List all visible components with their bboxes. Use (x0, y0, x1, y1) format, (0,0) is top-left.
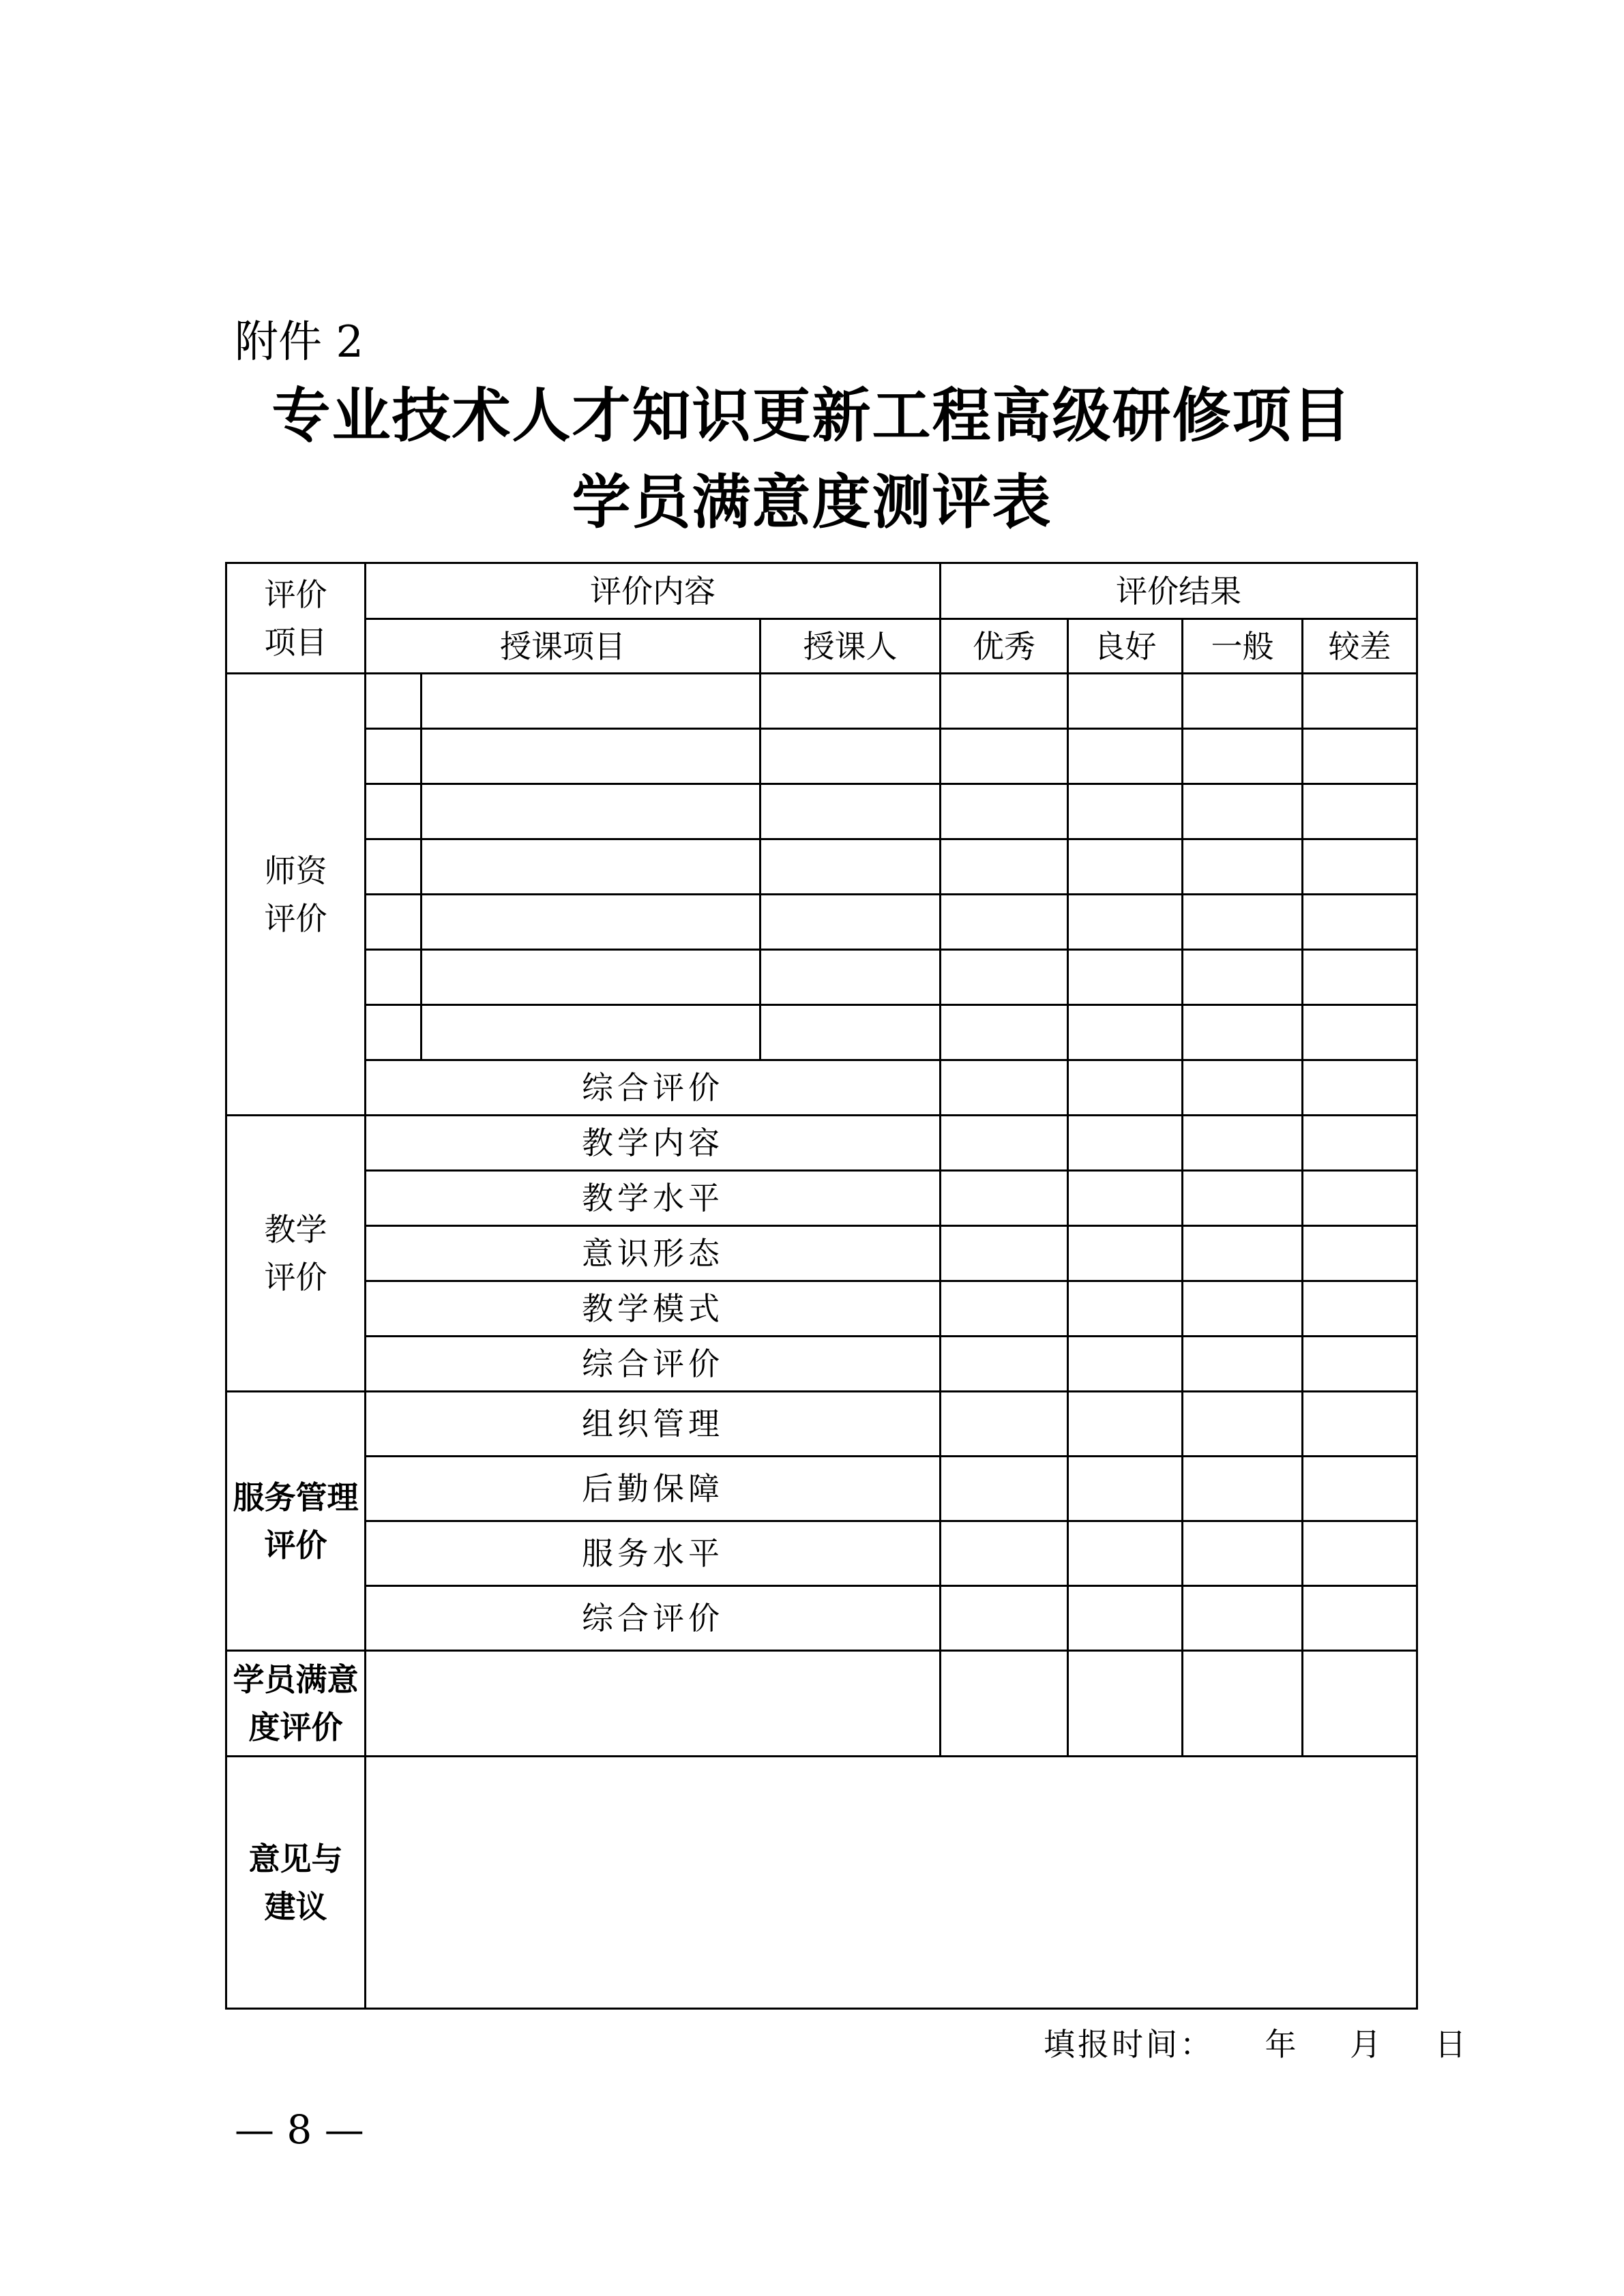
teaching-section-label-line1: 教学 (264, 1211, 327, 1248)
teacher-row-average-cell[interactable] (1183, 784, 1303, 839)
teacher-row-average-cell[interactable] (1183, 674, 1303, 729)
grade-average-cell[interactable] (1183, 1171, 1303, 1226)
grade-poor-cell[interactable] (1303, 1226, 1417, 1281)
service-item-logistics: 后勤保障 (366, 1457, 941, 1521)
teacher-row-good-cell[interactable] (1068, 895, 1183, 950)
grade-good-cell[interactable] (1068, 1171, 1183, 1226)
teacher-row-poor-cell[interactable] (1303, 674, 1417, 729)
teacher-row-index-cell[interactable] (366, 950, 422, 1005)
satisfaction-section-label-line1: 学员满意 (233, 1661, 359, 1698)
grade-poor-cell[interactable] (1303, 1281, 1417, 1337)
teacher-row-poor-cell[interactable] (1303, 895, 1417, 950)
header-evaluation-item-line1: 评价 (264, 576, 327, 613)
grade-excellent-cell[interactable] (941, 1651, 1068, 1757)
grade-poor-cell[interactable] (1303, 1457, 1417, 1521)
grade-excellent-cell[interactable] (941, 1281, 1068, 1337)
teacher-row-poor-cell[interactable] (1303, 950, 1417, 1005)
suggestion-section-label (226, 1757, 366, 2009)
service-section-label-line1: 服务管理 (233, 1478, 359, 1516)
grade-excellent-cell[interactable] (941, 1586, 1068, 1651)
header-grade-good: 良好 (1068, 619, 1183, 674)
teacher-row-excellent-cell[interactable] (941, 895, 1068, 950)
header-evaluation-result: 评价结果 (941, 563, 1417, 619)
grade-excellent-cell[interactable] (941, 1171, 1068, 1226)
teacher-row-lecturer-cell[interactable] (761, 674, 941, 729)
grade-poor-cell[interactable] (1303, 1651, 1417, 1757)
grade-average-cell[interactable] (1183, 1457, 1303, 1521)
grade-average-cell[interactable] (1183, 1116, 1303, 1171)
teacher-row-good-cell[interactable] (1068, 784, 1183, 839)
teacher-row-excellent-cell[interactable] (941, 950, 1068, 1005)
teacher-summary-excellent-cell[interactable] (941, 1060, 1068, 1116)
teacher-row-good-cell[interactable] (1068, 674, 1183, 729)
page-number: — 8 — (235, 2106, 364, 2153)
teaching-item-content: 教学内容 (366, 1116, 941, 1171)
grade-poor-cell[interactable] (1303, 1392, 1417, 1457)
grade-good-cell[interactable] (1068, 1337, 1183, 1392)
teaching-section-label (226, 1116, 366, 1392)
suggestion-input-cell[interactable] (366, 1757, 1417, 2009)
teacher-row-lecturer-cell[interactable] (761, 839, 941, 895)
satisfaction-section-label-line2: 度评价 (248, 1709, 343, 1746)
teaching-item-mode: 教学模式 (366, 1281, 941, 1337)
satisfaction-section-label (226, 1651, 366, 1757)
teacher-row-course-cell[interactable] (422, 950, 761, 1005)
teacher-row-average-cell[interactable] (1183, 895, 1303, 950)
grade-average-cell[interactable] (1183, 1651, 1303, 1757)
teaching-summary-label: 综合评价 (366, 1337, 941, 1392)
teacher-row-good-cell[interactable] (1068, 729, 1183, 784)
teacher-row-good-cell[interactable] (1068, 950, 1183, 1005)
teacher-row-average-cell[interactable] (1183, 839, 1303, 895)
teacher-row-poor-cell[interactable] (1303, 839, 1417, 895)
service-item-organization: 组织管理 (366, 1392, 941, 1457)
grade-good-cell[interactable] (1068, 1281, 1183, 1337)
service-summary-label: 综合评价 (366, 1586, 941, 1651)
grade-excellent-cell[interactable] (941, 1337, 1068, 1392)
teacher-row-average-cell[interactable] (1183, 950, 1303, 1005)
teacher-section-label-line2: 评价 (264, 899, 327, 937)
suggestion-section-label-line2: 建议 (264, 1888, 327, 1925)
teacher-row-average-cell[interactable] (1183, 1005, 1303, 1060)
document-title-line2: 学员满意度测评表 (572, 468, 1052, 537)
grade-excellent-cell[interactable] (941, 1226, 1068, 1281)
teacher-row-course-cell[interactable] (422, 674, 761, 729)
header-grade-average: 一般 (1183, 619, 1303, 674)
service-section-label-line2: 评价 (264, 1526, 327, 1564)
grade-poor-cell[interactable] (1303, 1586, 1417, 1651)
fill-date: 填报时间： 年 月 日 (1044, 2026, 1469, 2063)
teacher-summary-average-cell[interactable] (1183, 1060, 1303, 1116)
teacher-row-index-cell[interactable] (366, 729, 422, 784)
grade-good-cell[interactable] (1068, 1116, 1183, 1171)
grade-good-cell[interactable] (1068, 1651, 1183, 1757)
teacher-row-lecturer-cell[interactable] (761, 950, 941, 1005)
grade-average-cell[interactable] (1183, 1586, 1303, 1651)
service-item-level: 服务水平 (366, 1521, 941, 1586)
grade-good-cell[interactable] (1068, 1226, 1183, 1281)
header-grade-excellent: 优秀 (941, 619, 1068, 674)
grade-excellent-cell[interactable] (941, 1116, 1068, 1171)
satisfaction-content-cell[interactable] (366, 1651, 941, 1757)
teacher-summary-good-cell[interactable] (1068, 1060, 1183, 1116)
grade-poor-cell[interactable] (1303, 1171, 1417, 1226)
header-evaluation-item (226, 563, 366, 674)
grade-poor-cell[interactable] (1303, 1116, 1417, 1171)
grade-average-cell[interactable] (1183, 1337, 1303, 1392)
teacher-row-lecturer-cell[interactable] (761, 895, 941, 950)
teacher-row-excellent-cell[interactable] (941, 784, 1068, 839)
grade-good-cell[interactable] (1068, 1521, 1183, 1586)
grade-average-cell[interactable] (1183, 1226, 1303, 1281)
teacher-row-lecturer-cell[interactable] (761, 729, 941, 784)
teacher-row-poor-cell[interactable] (1303, 784, 1417, 839)
teacher-row-excellent-cell[interactable] (941, 674, 1068, 729)
grade-excellent-cell[interactable] (941, 1392, 1068, 1457)
header-lecturer: 授课人 (761, 619, 941, 674)
teacher-row-index-cell[interactable] (366, 1005, 422, 1060)
grade-excellent-cell[interactable] (941, 1521, 1068, 1586)
grade-good-cell[interactable] (1068, 1586, 1183, 1651)
teacher-row-average-cell[interactable] (1183, 729, 1303, 784)
suggestion-section-label-line1: 意见与 (248, 1840, 343, 1877)
teacher-summary-label: 综合评价 (366, 1060, 941, 1116)
teacher-row-course-cell[interactable] (422, 784, 761, 839)
grade-average-cell[interactable] (1183, 1521, 1303, 1586)
teaching-section-label-line2: 评价 (264, 1259, 327, 1296)
teacher-row-lecturer-cell[interactable] (761, 784, 941, 839)
teacher-row-course-cell[interactable] (422, 729, 761, 784)
header-grade-poor: 较差 (1303, 619, 1417, 674)
header-course-item: 授课项目 (366, 619, 761, 674)
grade-average-cell[interactable] (1183, 1392, 1303, 1457)
grade-poor-cell[interactable] (1303, 1521, 1417, 1586)
grade-good-cell[interactable] (1068, 1457, 1183, 1521)
teacher-row-good-cell[interactable] (1068, 839, 1183, 895)
teacher-row-index-cell[interactable] (366, 674, 422, 729)
teacher-row-index-cell[interactable] (366, 895, 422, 950)
teacher-row-good-cell[interactable] (1068, 1005, 1183, 1060)
teacher-row-course-cell[interactable] (422, 839, 761, 895)
service-section-label (226, 1392, 366, 1651)
teacher-row-poor-cell[interactable] (1303, 1005, 1417, 1060)
attachment-label: 附件 2 (235, 317, 364, 368)
teacher-row-excellent-cell[interactable] (941, 839, 1068, 895)
teacher-summary-poor-cell[interactable] (1303, 1060, 1417, 1116)
grade-poor-cell[interactable] (1303, 1337, 1417, 1392)
teaching-item-level: 教学水平 (366, 1171, 941, 1226)
teacher-row-index-cell[interactable] (366, 839, 422, 895)
teacher-row-excellent-cell[interactable] (941, 1005, 1068, 1060)
teacher-row-poor-cell[interactable] (1303, 729, 1417, 784)
teacher-section-label-line1: 师资 (264, 852, 327, 889)
grade-excellent-cell[interactable] (941, 1457, 1068, 1521)
teacher-row-lecturer-cell[interactable] (761, 1005, 941, 1060)
teacher-row-index-cell[interactable] (366, 784, 422, 839)
header-evaluation-content: 评价内容 (366, 563, 941, 619)
teacher-section-label (226, 674, 366, 1116)
teaching-item-ideology: 意识形态 (366, 1226, 941, 1281)
grade-average-cell[interactable] (1183, 1281, 1303, 1337)
header-evaluation-item-line2: 项目 (264, 623, 327, 661)
teacher-row-excellent-cell[interactable] (941, 729, 1068, 784)
teacher-row-course-cell[interactable] (422, 895, 761, 950)
evaluation-table (225, 562, 1418, 2010)
grade-good-cell[interactable] (1068, 1392, 1183, 1457)
document-title-line1: 专业技术人才知识更新工程高级研修项目 (271, 381, 1353, 450)
teacher-row-course-cell[interactable] (422, 1005, 761, 1060)
